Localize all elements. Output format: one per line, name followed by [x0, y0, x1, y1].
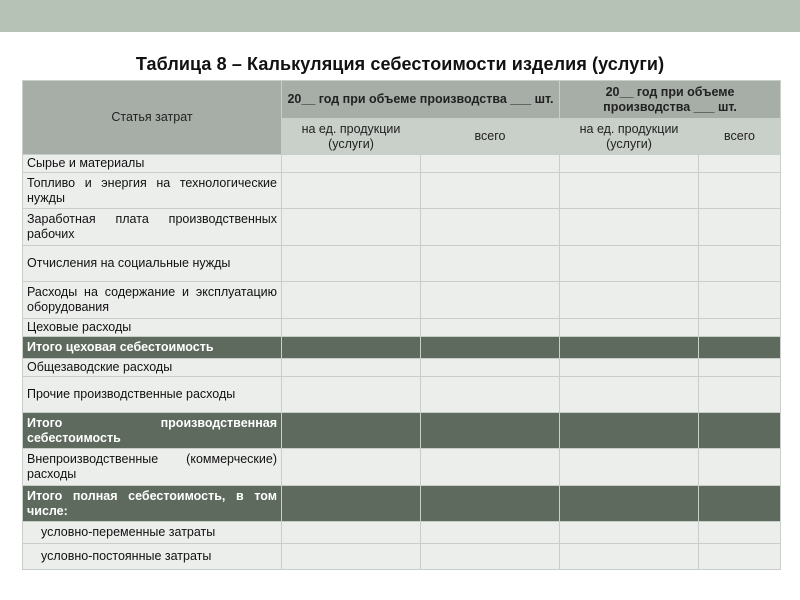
- value-cell[interactable]: [699, 486, 781, 522]
- table-row: [23, 155, 781, 173]
- value-cell[interactable]: [282, 246, 421, 282]
- value-cell[interactable]: [560, 155, 699, 173]
- value-cell[interactable]: [421, 173, 560, 209]
- value-cell[interactable]: [699, 359, 781, 377]
- row-label: Отчисления на социальные нужды: [23, 246, 282, 282]
- value-cell[interactable]: [699, 544, 781, 570]
- value-cell[interactable]: [699, 413, 781, 449]
- table-row: [23, 319, 781, 337]
- table-body: [23, 155, 781, 570]
- value-cell[interactable]: [282, 319, 421, 337]
- value-cell[interactable]: [699, 282, 781, 319]
- value-cell[interactable]: [560, 377, 699, 413]
- row-label: Цеховые расходы: [23, 319, 282, 337]
- value-cell[interactable]: [282, 544, 421, 570]
- value-cell[interactable]: [699, 522, 781, 544]
- value-cell[interactable]: [560, 544, 699, 570]
- row-label: Внепроизводственные (коммерческие) расходы: [23, 449, 282, 486]
- value-cell[interactable]: [282, 209, 421, 246]
- table-row: [23, 486, 781, 522]
- value-cell[interactable]: [560, 449, 699, 486]
- value-cell[interactable]: [421, 486, 560, 522]
- header-total-1: всего: [421, 119, 560, 155]
- value-cell[interactable]: [282, 377, 421, 413]
- table-row: [23, 282, 781, 319]
- header-per-unit-1: на ед. продукции (услуги): [282, 119, 421, 155]
- page-title: Таблица 8 – Калькуляция себестоимости изделия (услуги): [135, 54, 665, 74]
- value-cell[interactable]: [282, 486, 421, 522]
- value-cell[interactable]: [560, 486, 699, 522]
- table-row: [23, 359, 781, 377]
- row-label: условно-постоянные затраты: [23, 544, 282, 570]
- value-cell[interactable]: [560, 246, 699, 282]
- value-cell[interactable]: [560, 337, 699, 359]
- value-cell[interactable]: [699, 209, 781, 246]
- value-cell[interactable]: [421, 359, 560, 377]
- value-cell[interactable]: [560, 522, 699, 544]
- value-cell[interactable]: [282, 337, 421, 359]
- row-label: Итого производственная себестоимость: [23, 413, 282, 449]
- value-cell[interactable]: [699, 319, 781, 337]
- row-label: Итого полная себестоимость, в том числе:: [23, 486, 282, 522]
- row-label: Сырье и материалы: [23, 155, 282, 173]
- value-cell[interactable]: [560, 319, 699, 337]
- table-row: [23, 209, 781, 246]
- table-header: [23, 81, 781, 155]
- header-total-2: всего: [699, 119, 781, 155]
- value-cell[interactable]: [421, 319, 560, 337]
- row-label: Общезаводские расходы: [23, 359, 282, 377]
- value-cell[interactable]: [699, 246, 781, 282]
- table-row: [23, 449, 781, 486]
- table-row: [23, 337, 781, 359]
- value-cell[interactable]: [560, 282, 699, 319]
- value-cell[interactable]: [421, 377, 560, 413]
- value-cell[interactable]: [421, 522, 560, 544]
- row-label: условно-переменные затраты: [23, 522, 282, 544]
- value-cell[interactable]: [282, 413, 421, 449]
- row-label: Итого цеховая себестоимость: [23, 337, 282, 359]
- value-cell[interactable]: [282, 359, 421, 377]
- value-cell[interactable]: [282, 449, 421, 486]
- row-label: Топливо и энергия на технологические нужды: [23, 173, 282, 209]
- value-cell[interactable]: [282, 155, 421, 173]
- value-cell[interactable]: [421, 413, 560, 449]
- value-cell[interactable]: [699, 337, 781, 359]
- row-label: Расходы на содержание и эксплуатацию оборудования: [23, 282, 282, 319]
- value-cell[interactable]: [699, 449, 781, 486]
- cost-table: [22, 80, 781, 570]
- value-cell[interactable]: [421, 246, 560, 282]
- table-row: [23, 413, 781, 449]
- header-period-1: 20__ год при объеме производства ___ шт.: [282, 81, 560, 119]
- header-per-unit-2: на ед. продукции (услуги): [560, 119, 699, 155]
- value-cell[interactable]: [421, 155, 560, 173]
- header-cost-item: Статья затрат: [23, 81, 282, 155]
- value-cell[interactable]: [421, 449, 560, 486]
- value-cell[interactable]: [421, 209, 560, 246]
- table-row: [23, 246, 781, 282]
- value-cell[interactable]: [699, 155, 781, 173]
- row-label: Заработная плата производственных рабочих: [23, 209, 282, 246]
- value-cell[interactable]: [560, 359, 699, 377]
- row-label: Прочие производственные расходы: [23, 377, 282, 413]
- value-cell[interactable]: [560, 173, 699, 209]
- value-cell[interactable]: [560, 413, 699, 449]
- table-row: [23, 544, 781, 570]
- table-row: [23, 173, 781, 209]
- value-cell[interactable]: [560, 209, 699, 246]
- table-row: [23, 377, 781, 413]
- header-period-2: 20__ год при объеме производства ___ шт.: [560, 81, 781, 119]
- value-cell[interactable]: [282, 173, 421, 209]
- value-cell[interactable]: [282, 522, 421, 544]
- value-cell[interactable]: [421, 544, 560, 570]
- value-cell[interactable]: [282, 282, 421, 319]
- value-cell[interactable]: [421, 337, 560, 359]
- value-cell[interactable]: [699, 173, 781, 209]
- value-cell[interactable]: [421, 282, 560, 319]
- top-band: [0, 0, 800, 32]
- value-cell[interactable]: [699, 377, 781, 413]
- table-row: [23, 522, 781, 544]
